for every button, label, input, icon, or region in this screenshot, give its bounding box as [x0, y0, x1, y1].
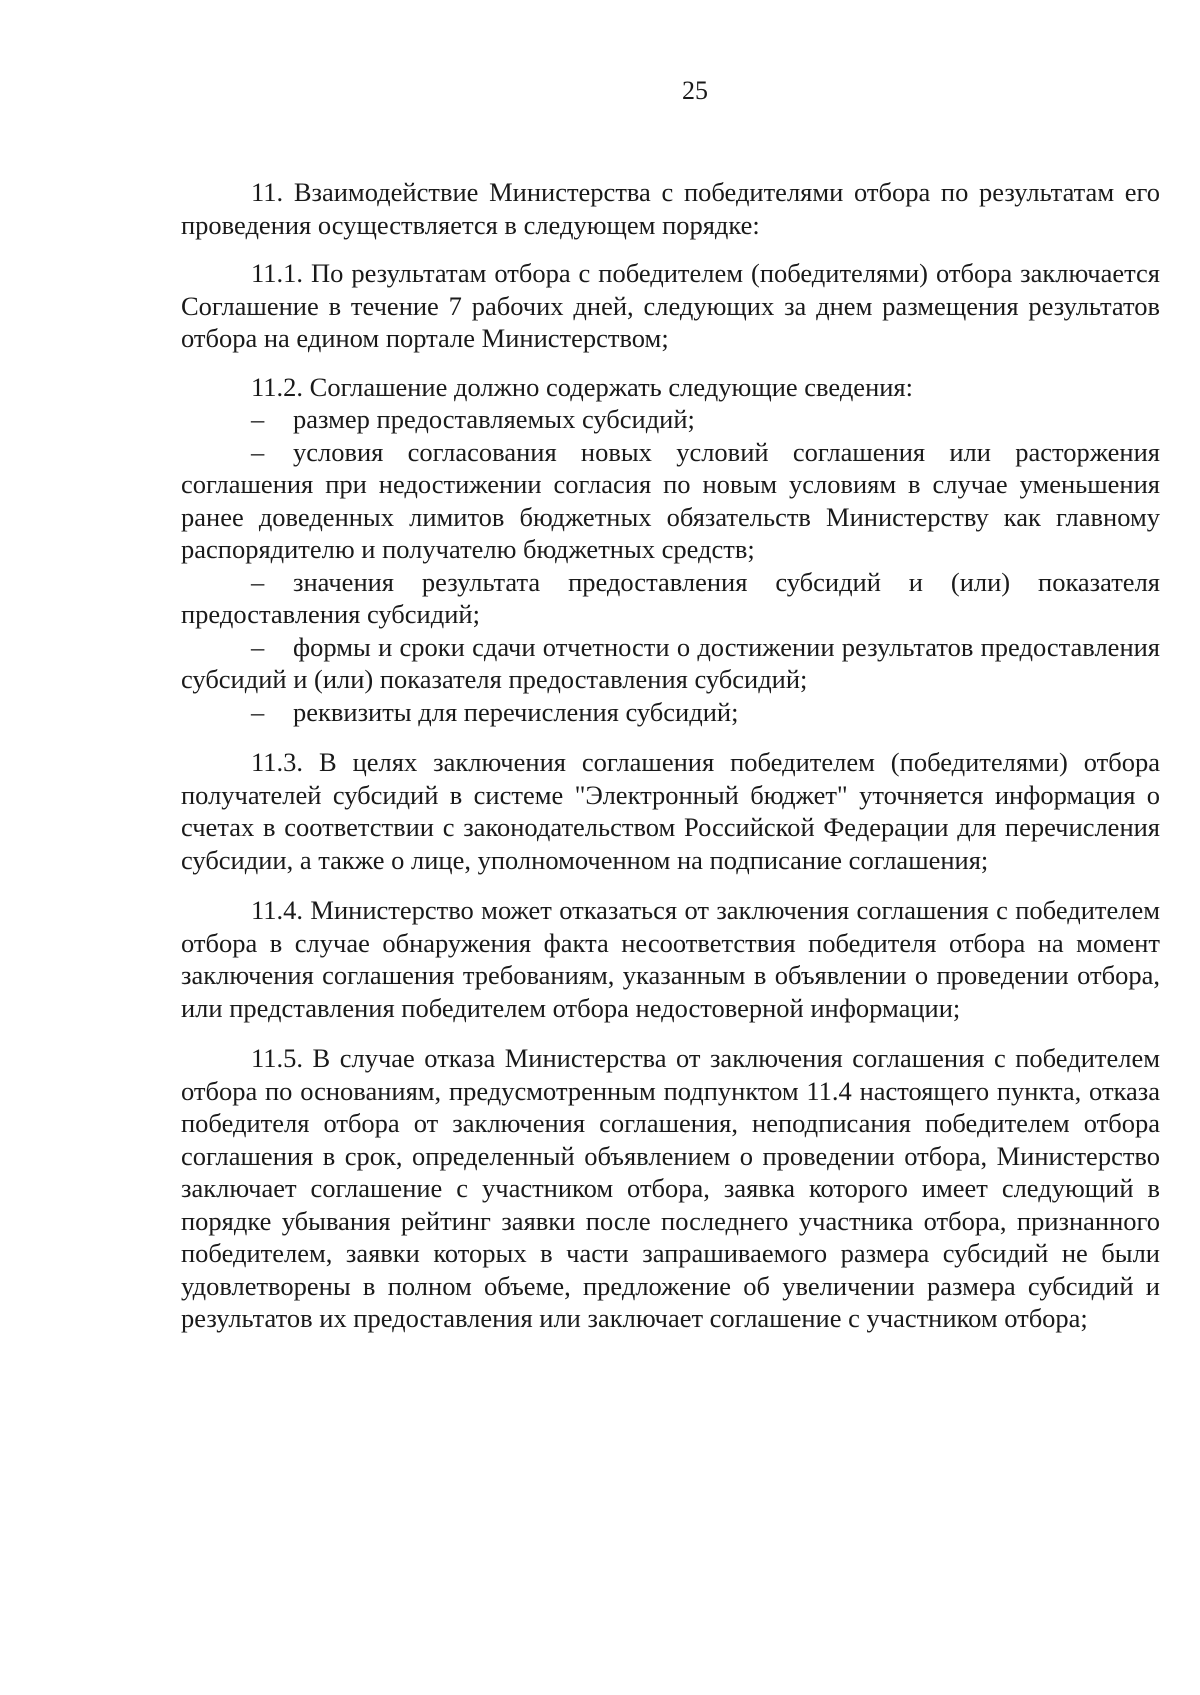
list-item-agreement-conditions — [181, 436, 1160, 566]
list-item-text: размер предоставляемых субсидий; — [293, 404, 695, 434]
list-item-text: реквизиты для перечисления субсидий; — [293, 696, 739, 727]
list-item-text: значения результата предоставления субсидий и (или) показателя предоставления субсидий; — [181, 566, 1160, 629]
paragraph-11-1: 11.1. По результатам отбора с победителем (победителями) отбора заключается Соглашение в течение 7 рабочих дней, следующих за днем размещения результатов отбора на едином портале Министерством; — [181, 258, 1160, 353]
list-item-text: условия согласования новых условий соглашения или расторжения соглашения при недостижении согласия по новым условиям в случае уменьшения ранее доведенных лимитов бюджетных обязательств Министерству как главному распорядителю и получателю бюджетных средств; — [181, 436, 1160, 564]
paragraph-11: 11. Взаимодействие Министерства с победителями отбора по результатам его проведения осуществляется в следующем порядке: — [181, 177, 1160, 240]
paragraph-11-2: 11.2. Соглашение должно содержать следующие сведения: — [251, 371, 913, 402]
paragraph-11-5: 11.5. В случае отказа Министерства от заключения соглашения с победителем отбора по основаниям, предусмотренным подпунктом 11.4 настоящего пункта, отказа победителя отбора от заключения соглашения, неподписания победителем отбора соглашения в срок, определенный объявлением о проведении отбора, Министерство заключает соглашение с участником отбора, заявка которого имеет следующий в порядке убывания рейтинг заявки после последнего участника отбора, признанного победителем, заявки которых в части запрашиваемого размера субсидий не были удовлетворены в полном объеме, предложение об увеличении размера субсидий и результатов их предоставления или заключает соглашение с участником отбора; — [181, 1043, 1160, 1333]
dash-marker: – — [251, 436, 265, 467]
dash-marker: – — [251, 631, 265, 662]
list-item-reporting-forms — [181, 631, 1160, 696]
paragraph-11-3: 11.3. В целях заключения соглашения победителем (победителями) отбора получателей субсидий в системе "Электронный бюджет" уточняется информация о счетах в соответствии с законодательством Российской Федерации для перечисления субсидии, а также о лице, уполномоченном на подписание соглашения; — [181, 747, 1160, 875]
page-number: 25 — [682, 76, 708, 105]
dash-marker: – — [251, 566, 265, 597]
list-item-text: формы и сроки сдачи отчетности о достижении результатов предоставления субсидий и (или) показателя предоставления субсидий; — [181, 631, 1160, 694]
dash-marker: – — [251, 696, 265, 727]
paragraph-11-4: 11.4. Министерство может отказаться от заключения соглашения с победителем отбора в случае обнаружения факта несоответствия победителя отбора на момент заключения соглашения требованиям, указанным в объявлении о проведении отбора, или представления победителем отбора недостоверной информации; — [181, 895, 1160, 1023]
dash-marker: – — [251, 404, 265, 434]
list-item-result-values — [181, 566, 1160, 631]
list-item-subsidy-size — [181, 403, 1160, 436]
list-item-payment-details — [181, 696, 1160, 729]
document-body — [181, 176, 1160, 1335]
